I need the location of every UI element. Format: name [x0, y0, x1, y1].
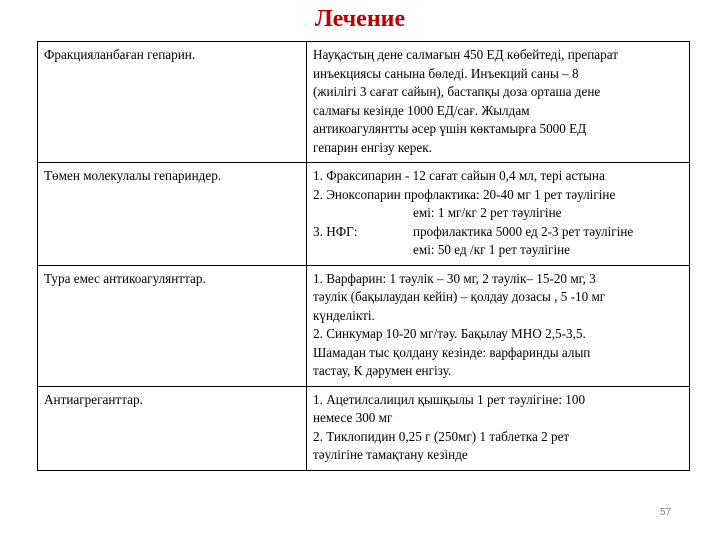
- treatment-line: 1. Ацетилсалицил қышқылы 1 рет тәулігіне: 100: [313, 391, 586, 407]
- drug-group-cell: Тура емес антикоагулянттар.: [38, 265, 307, 386]
- drug-group-cell: Төмен молекулалы гепариндер.: [38, 163, 307, 266]
- table-row: [38, 386, 690, 470]
- treatment-line: инъекциясы санына бөледі. Инъекций саны – 8: [313, 65, 579, 81]
- treatment-line: Науқастың дене салмағын 450 ЕД көбейтеді, препарат: [313, 47, 619, 62]
- treatment-line: тәулігіне тамақтану кезінде: [313, 447, 468, 462]
- treatment-line: емі: 1 мг/кг 2 рет тәулігіне: [413, 205, 562, 220]
- treatment-line: антикоагулянтты әсер үшін көктамырға 5000 ЕД: [313, 121, 587, 136]
- table-row: [38, 42, 690, 163]
- treatment-line: 2. Тиклопидин 0,25 г (250мг) 1 таблетка 2 рет: [313, 428, 570, 444]
- treatment-line: тастау, К дәрумен енгізу.: [313, 363, 452, 378]
- drug-group-cell: Антиагреганттар.: [38, 386, 307, 470]
- treatment-line: 1. Фраксипарин - 12 сағат сайын 0,4 мл, тері астына: [313, 168, 605, 183]
- table-row: [38, 163, 690, 266]
- treatment-cell: [307, 386, 690, 470]
- treatment-line: гепарин енгізу керек.: [313, 139, 432, 155]
- treatment-cell: [307, 163, 690, 266]
- treatment-line: салмағы кезінде 1000 ЕД/сағ. Жылдам: [313, 102, 530, 118]
- treatment-line: Шамадан тыс қолдану кезінде: варфаринды алып: [313, 344, 591, 360]
- treatment-line: 1. Варфарин: 1 тәулік – 30 мг, 2 тәулік– 15-20 мг, 3: [313, 270, 596, 286]
- treatment-cell: [307, 265, 690, 386]
- slide-title: Лечение: [314, 6, 406, 32]
- treatment-line: тәулік (бақылаудан кейін) – қолдау дозасы , 5 -10 мг: [313, 289, 606, 304]
- nfg-label: 3. НФГ:: [313, 223, 358, 239]
- treatment-line: немесе 300 мг: [313, 410, 393, 425]
- treatment-line: емі: 50 ед /кг 1 рет тәулігіне: [413, 242, 571, 257]
- nfg-text: профилактика 5000 ед 2-3 рет тәулігіне: [413, 223, 634, 239]
- drug-group-cell: Фракцияланбаған гепарин.: [38, 42, 307, 163]
- treatment-table: [37, 41, 690, 471]
- treatment-line: (жиілігі 3 сағат сайын), бастапқы доза орташа дене: [313, 84, 601, 99]
- nfg-line: [313, 223, 683, 242]
- page-number: 57: [660, 507, 672, 518]
- treatment-line: 2. Синкумар 10-20 мг/тәу. Бақылау МНО 2,5-3,5.: [313, 326, 586, 341]
- treatment-cell: [307, 42, 690, 163]
- treatment-line: күнделікті.: [313, 307, 375, 323]
- table-row: [38, 265, 690, 386]
- treatment-line: 2. Эноксопарин профлактика: 20-40 мг 1 рет тәулігіне: [313, 186, 616, 202]
